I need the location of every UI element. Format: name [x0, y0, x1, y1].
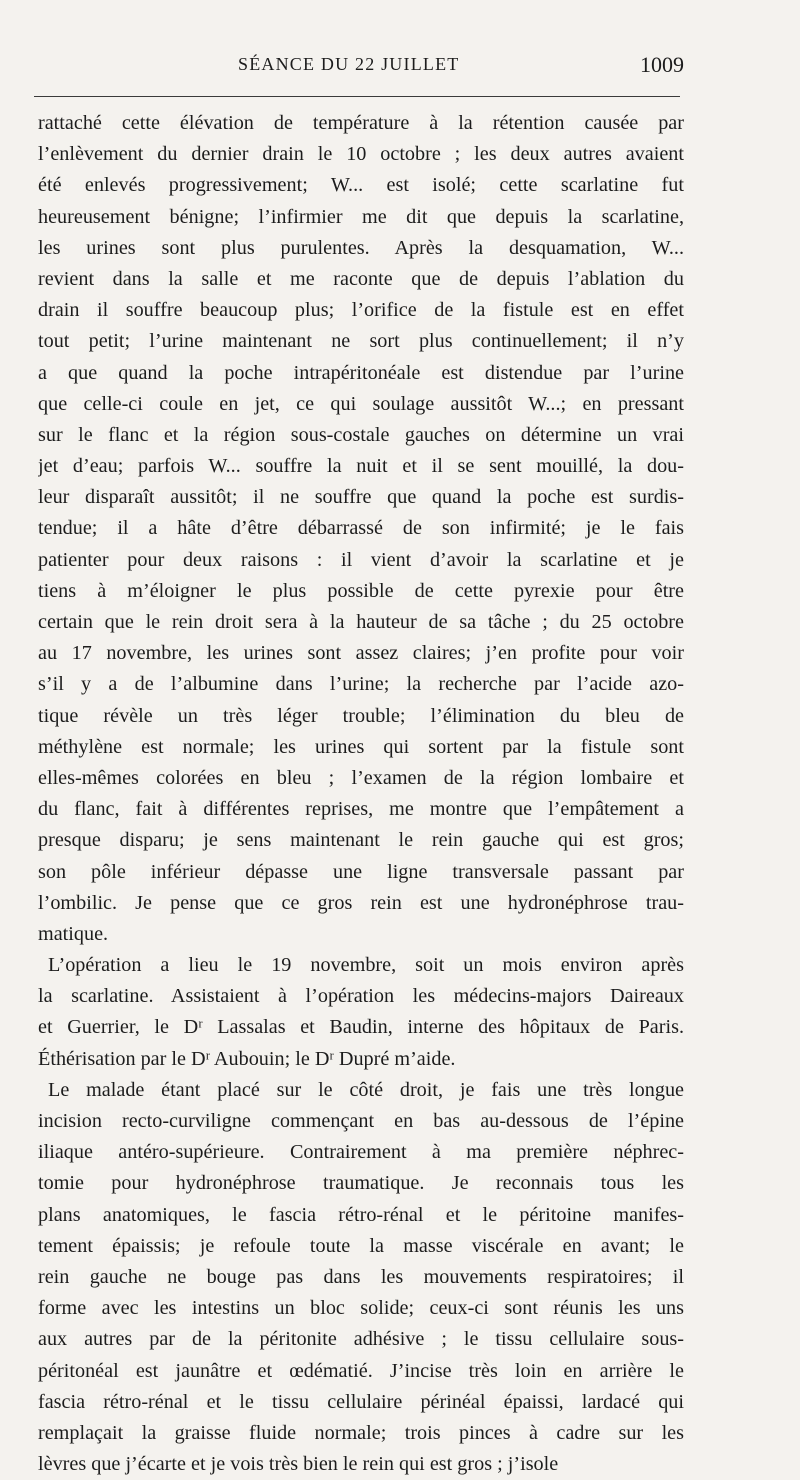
header-rule	[34, 96, 680, 97]
running-title: SÉANCE DU 22 JUILLET	[238, 54, 460, 74]
text-line: rein gauche ne bouge pas dans les mouvements respiratoires; il	[38, 1265, 684, 1288]
text-line: rattaché cette élévation de température à la rétention causée par	[38, 112, 684, 134]
text-line: lèvres que j’écarte et je vois très bien le rein qui est gros ; j’isole	[38, 1453, 559, 1476]
text-line: L’opération a lieu le 19 novembre, soit un mois environ après	[48, 954, 684, 977]
text-line: drain il souffre beaucoup plus; l’orifice de la fistule est en effet	[38, 299, 684, 322]
text-line: du flanc, fait à différentes reprises, me montre que l’empâtement a	[38, 798, 684, 821]
text-line: revient dans la salle et me raconte que de depuis l’ablation du	[38, 267, 684, 290]
text-line: l’ombilic. Je pense que ce gros rein est une hydronéphrose trau-	[38, 891, 684, 914]
text-line: sur le flanc et la région sous-costale gauches on détermine un vrai	[38, 423, 684, 446]
text-line: iliaque antéro-supérieure. Contrairement à ma première néphrec-	[38, 1141, 684, 1164]
body-text	[38, 108, 684, 1480]
text-line: tiens à m’éloigner le plus possible de cette pyrexie pour être	[38, 579, 684, 602]
text-line: la scarlatine. Assistaient à l’opération les médecins-majors Daireaux	[38, 985, 684, 1008]
text-line: tique révèle un très léger trouble; l’élimination du bleu de	[38, 704, 684, 727]
text-line: que celle-ci coule en jet, ce qui soulage aussitôt W...; en pressant	[38, 392, 684, 415]
text-line: tout petit; l’urine maintenant ne sort plus continuellement; il n’y	[38, 330, 684, 353]
text-line: jet d’eau; parfois W... souffre la nuit et il se sent mouillé, la dou-	[38, 455, 684, 478]
text-line: tomie pour hydronéphrose traumatique. Je reconnais tous les	[38, 1172, 684, 1195]
text-line: méthylène est normale; les urines qui sortent par la fistule sont	[38, 735, 684, 758]
text-line: matique.	[38, 922, 109, 945]
text-line: incision recto-curviligne commençant en bas au-dessous de l’épine	[38, 1110, 684, 1132]
text-line: l’enlèvement du dernier drain le 10 octobre ; les deux autres avaient	[38, 143, 684, 166]
text-line: été enlevés progressivement; W... est isolé; cette scarlatine fut	[38, 174, 684, 197]
text-line: patienter pour deux raisons : il vient d’avoir la scarlatine et je	[38, 548, 684, 571]
page-number: 1009	[640, 52, 684, 77]
text-line: et Guerrier, le Dʳ Lassalas et Baudin, interne des hôpitaux de Paris.	[38, 1016, 684, 1039]
text-line: plans anatomiques, le fascia rétro-rénal et le péritoine manifes-	[38, 1203, 684, 1226]
text-line: tendue; il a hâte d’être débarrassé de son infirmité; je le fais	[38, 517, 684, 540]
text-line: remplaçait la graisse fluide normale; trois pinces à cadre sur les	[38, 1421, 684, 1444]
text-line: son pôle inférieur dépasse une ligne transversale passant par	[38, 860, 684, 883]
text-line: certain que le rein droit sera à la hauteur de sa tâche ; du 25 octobre	[38, 611, 684, 633]
text-line: les urines sont plus purulentes. Après la desquamation, W...	[38, 236, 684, 259]
text-line: s’il y a de l’albumine dans l’urine; la recherche par l’acide azo-	[38, 673, 684, 696]
text-line: a que quand la poche intrapéritonéale est distendue par l’urine	[38, 361, 684, 384]
text-line: leur disparaît aussitôt; il ne souffre que quand la poche est surdis-	[38, 486, 684, 509]
page-header	[124, 52, 684, 86]
text-line: fascia rétro-rénal et le tissu cellulaire périnéal épaissi, lardacé qui	[38, 1390, 684, 1413]
text-line: presque disparu; je sens maintenant le rein gauche qui est gros;	[38, 829, 684, 852]
text-line: Éthérisation par le Dʳ Aubouin; le Dʳ Dupré m’aide.	[38, 1047, 456, 1070]
text-line: Le malade étant placé sur le côté droit, je fais une très longue	[48, 1078, 684, 1101]
text-line: heureusement bénigne; l’infirmier me dit que depuis la scarlatine,	[38, 205, 684, 228]
text-line: péritonéal est jaunâtre et œdématié. J’incise très loin en arrière le	[38, 1359, 684, 1382]
text-line: forme avec les intestins un bloc solide; ceux-ci sont réunis les uns	[38, 1297, 684, 1320]
text-line: elles-mêmes colorées en bleu ; l’examen de la région lombaire et	[38, 766, 684, 789]
text-line: tement épaissis; je refoule toute la masse viscérale en avant; le	[38, 1234, 684, 1257]
text-line: au 17 novembre, les urines sont assez claires; j’en profite pour voir	[38, 642, 684, 665]
text-line: aux autres par de la péritonite adhésive ; le tissu cellulaire sous-	[38, 1328, 684, 1351]
